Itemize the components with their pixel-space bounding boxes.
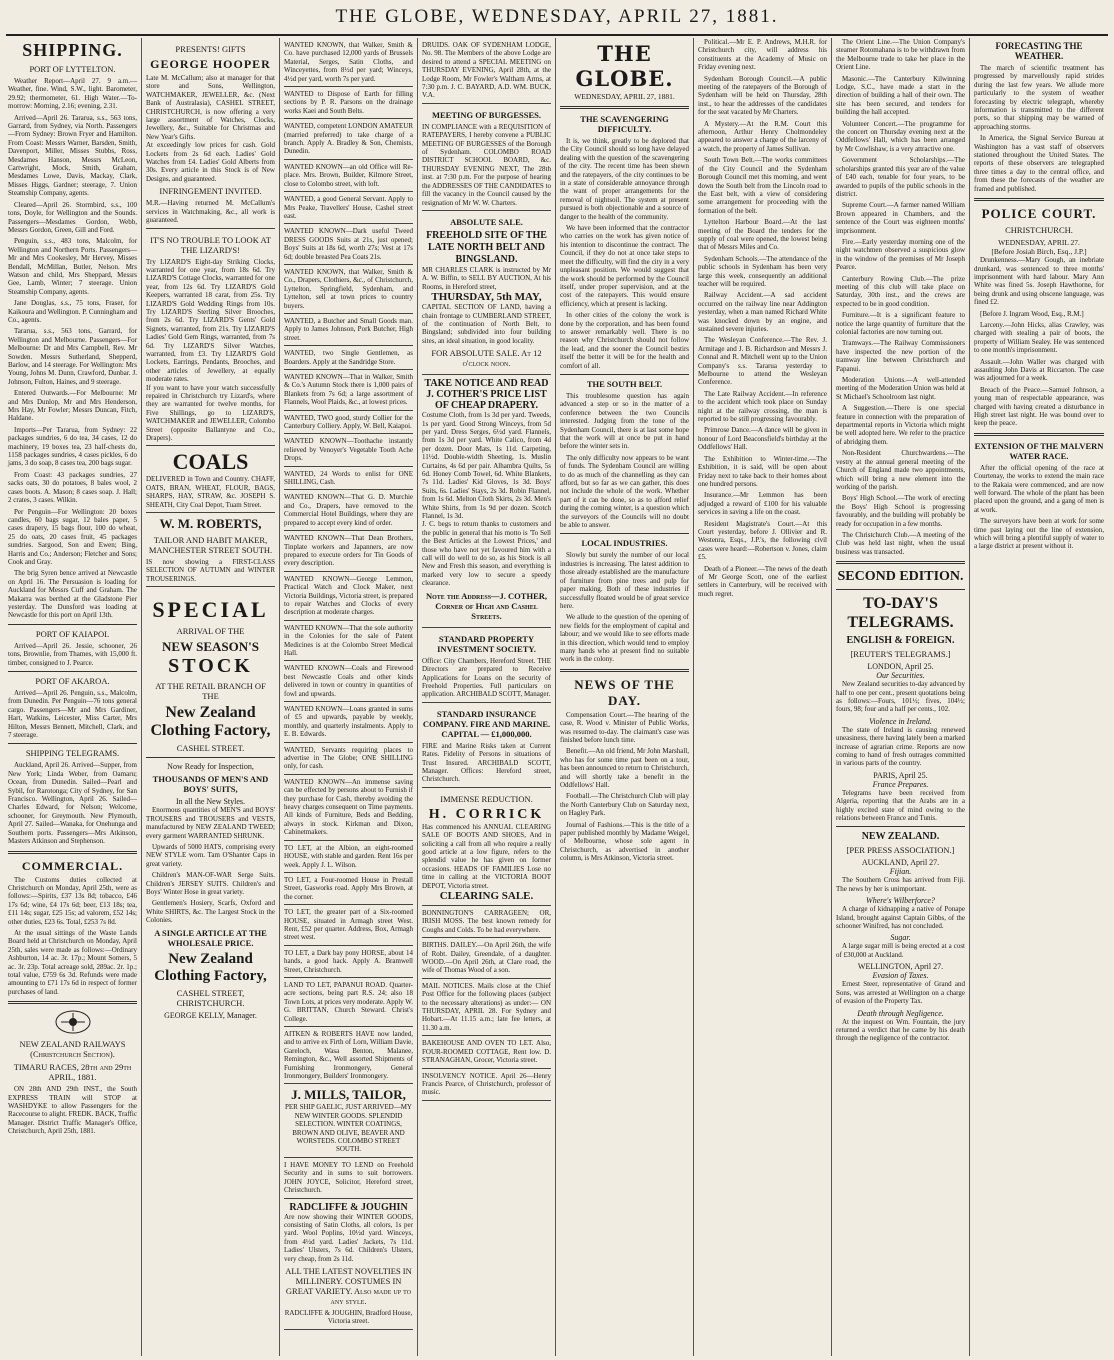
cothers-heading: TAKE NOTICE AND READ J. COTHER'S PRICE LIST OF CHEAP DRAPERY. [424, 378, 549, 412]
roberts-title: W. M. ROBERTS, [159, 516, 262, 532]
mills-title: J. MILLS, TAILOR, [291, 1087, 406, 1103]
divider [560, 106, 689, 109]
news-para: Primrose Dance.—A dance will be given in honour of Lord Beaconsfield's birthday at the Oddfellows' Hall. [698, 426, 827, 452]
news-para: Insurance.—Mr Lemmon has been adjudged a reward of £100 for his valuable services in saving a life on the coast. [698, 491, 827, 517]
masthead [6, 0, 1108, 36]
police-date: WEDNESDAY, APRIL 27. [998, 238, 1080, 248]
paris-dateline: PARIS, April 25. [873, 770, 928, 780]
bonnington-advertisement [422, 906, 551, 938]
local-industries-para: Slowly but surely the number of our local industries is increasing. The latest addition to those already established are the manufacture of furniture from pine trees and pulp for paper making. Both of these industries if successfully floated would be of great service here. [560, 551, 689, 610]
wanted-ad-text: WANTED, 24 Words to enlist for ONE SHILLING, Cash. [284, 469, 413, 487]
auction-date: THURSDAY, 5th MAY, [431, 291, 542, 304]
new-season-text: NEW SEASON'S [162, 639, 259, 655]
wanted-ad [284, 119, 413, 160]
wanted-ad-text: WANTED KNOWN, that Walker, Smith & Co. have purchased 12,000 yards of Brussels Material, Serges, Satin Cloths, and Winceyettes, from 8½d per yard; Winceys, 4½d per yard, worth 7s per yard. [284, 41, 413, 83]
shipping-para: Tararua, s.s., 563 tons, Garrard, for Wellington and Melbourne. Passengers—For Melbourne: Dr and Mrs Campbell, Rev. Mr Sowden. Messrs Sutherland, Shepperd, Barlow, and 14 steerage. For Wellington: Mrs Young, Johns M. Dunn, Crawford, Dunbar. J. Johnson, Fulton, Haines, and 9 steerage. [8, 327, 137, 386]
mccallum-text: M.R.—Having returned M. McCallum's services in Watchmaking, &c., all work is guaranteed. [146, 199, 275, 225]
cothers-advertisement [422, 375, 551, 628]
port-lyttelton-heading: PORT OF LYTTELTON. [29, 64, 116, 74]
london-dateline: LONDON, April 25. [867, 662, 934, 672]
divider [8, 671, 137, 672]
mills-advertisement [284, 1084, 413, 1157]
shipping-para: Per Penguin—For Wellington: 20 boxes candles, 60 bags sugar, 12 bales paper, 5 cases drapery, 15 bags flour, 100 do wheat, 25 do oats, 20 cases fruit, 45 packages sundries. Sargood, Son and Ewen; Bing, Harris and Co.; Anderson; Fletcher and Sons; Cook and Gray. [8, 507, 137, 566]
bonnington-text: BONNINGTON'S CARRAGEEN; OR, IRISH MOSS. The best known remedy for Coughs and Colds. To be had everywhere. [422, 909, 551, 934]
news-para: Fire.—Early yesterday morning one of the night watchmen observed a suspicious glow in the window of the premises of Mr Joseph Pearce. [836, 237, 965, 272]
wanted-ad-text: WANTED to Dispose of Earth for filling sections by P. R. Parsons on the drainage works Kaei and South Belts. [284, 90, 413, 115]
divider [8, 851, 137, 854]
sugar-heading: Sugar. [890, 933, 911, 943]
wanted-ad [284, 572, 413, 621]
wanted-ad [284, 265, 413, 314]
meeting-text: IN COMPLIANCE with a REQUISITION of RATEPAYERS, I hereby convene a PUBLIC MEETING OF BURGESSES of the Borough of Sydenham. COLOMBO ROAD DISTRICT SCHOOL BOARD, &c. THURSDAY EVENING NEXT, The 28th inst. at 7:30 p.m. For the purpose of hearing the ADDRESSES OF THE CANDIDATES to fill the vacancy in the Council caused by the resignation of Mr W. W. Charters. [422, 122, 551, 207]
news-para: The Late Railway Accident.—In reference to the accident which took place on Sunday night at the railway crossing, the man is reported to be still progressing favourably. [698, 389, 827, 424]
fijian-heading: Fijian. [889, 867, 912, 877]
divider [560, 533, 689, 534]
gents-text: Gentlemen's Hosiery, Scarfs, Oxford and White SHIRTS, &c. The Largest Stock in the Colonies. [146, 899, 275, 925]
insolvency-notice [422, 1069, 551, 1101]
police-para: Larceny.—John Hicks, alias Crawley, was charged with stealing a pair of boots, the property of William Sealey. He was sentenced to one month's imprisonment. [974, 320, 1104, 355]
insurance-advertisement [422, 703, 551, 788]
police-bench: [Before Josiah Birch, Esq., J.P.] [991, 247, 1087, 257]
securities-text: New Zealand securities to-day advanced by half to one per cent., present quotations being as follows:—Fours, 101½; fives, 104½; fours, 98; four and a half per cents., 102. [836, 680, 965, 714]
coals-title: COALS [172, 449, 249, 475]
masthead-title: THE GLOBE, WEDNESDAY, APRIL 27, 1881. [335, 6, 779, 27]
wanted-ad-text: WANTED, a good General Servant. Apply to Mrs Peake, Travellers' House, Cashel street east. [284, 195, 413, 220]
issue-date: WEDNESDAY, APRIL 27, 1881. [574, 92, 675, 101]
news-para: Boys' High School.—The work of erecting the Boys' High School is progressing favourably, and the building will probably be ready for occupation in a few months. [836, 494, 965, 528]
news-para: Football.—The Christchurch Club will play the North Canterbury Club on Saturday next, on Hagley Park. [560, 792, 689, 818]
globe-logo-title: THE GLOBE. [575, 41, 674, 91]
news-para: A Mystery.—At the R.M. Court this afternoon, Arthur Henry Cholmondeley appeared to answer a charge of the larceny of a watch, the property of James Sullivan. [698, 119, 827, 153]
divider [560, 374, 689, 375]
bakehouse-text: BAKEHOUSE AND OVEN TO LET. Also, FOUR-ROOMED COTTAGE, Rent low. D. STRANAGHAN, Grocer, Victoria street. [422, 1039, 551, 1065]
wanted-ad [284, 621, 413, 662]
hooper-advertisement [146, 38, 275, 229]
shipping-para: From Coast: 43 packages sundries, 27 sacks oats, 30 do potatoes, 8 bales wool, 2 cases boots. A. Mason; 8 cases soap. J. Hall; 2 crates, 3 cases. Wilkin. [8, 470, 137, 505]
column-weather-police [970, 38, 1108, 1356]
corrick-title: H. CORRICK [428, 806, 545, 822]
news-para: Journal of Fashions.—This is the title of a paper published monthly by Madame Weigel, of Melbourne, whose sole agent in Christchurch, as advertised in another column, is Mrs Atkinson, Victoria street. [560, 820, 689, 863]
druids-text: DRUIDS. OAK OF SYDENHAM LODGE, No. 98. The Members of the above Lodge are desired to attend a SPECIAL MEETING on THURSDAY EVENING, April 28th, at the Lodge Room, Mr Fowler's Waltham Arms, at 7:30 p.m. J. C. BAYARD, A.D. WM. BUCK, V.A. [422, 41, 551, 100]
shipping-para: Jane Douglas, s.s., 75 tons, Fraser, for Kaikoura and Wellington. P. Cunningham and Co., agents. [8, 299, 137, 324]
wanted-ad-text: WANTED KNOWN—That the sole authority in the Colonies for the sale of Patent Medicines is at the Colombo Street Medical Hall. [284, 623, 413, 657]
akaroa-heading: PORT OF AKAROA. [35, 676, 110, 686]
at-the-text: AT THE RETAIL BRANCH OF THE [155, 681, 266, 702]
editorial-para: It is, we think, greatly to be deplored that the City Council should so long have delayed dealing with the question of the scavengering of the city. The recent time has been shewn and the ratepayers, of the city continues to be in a state of considerable annoyance through the want of proper arrangements for the removal of nightsoil. The system at present pursued is both objectionable and a source of danger to the health of the community. [560, 137, 689, 221]
news-para: Compensation Court.—The hearing of the case, R. Wood v. Minister of Public Works, was resumed to-day. The claimant's case was finished before lunch time. [560, 710, 689, 744]
column-shipping [4, 38, 142, 1356]
wanted-ad [284, 224, 413, 265]
divider [8, 743, 137, 744]
news-para: Tramways.—The Railway Commissioners have inspected the new portion of the tramway line between Christchurch and Papanui. [836, 339, 965, 373]
news-para: Government Scholarships.—The scholarships granted this year are of the value of £40 each, tenable for four years, to be awarded to pupils of the public schools in the district. [836, 156, 965, 198]
hooper-name: GEORGE HOOPER [150, 57, 271, 71]
aitken-ad [284, 1027, 413, 1084]
police-para: Breach of the Peace.—Samuel Johnson, a young man of respectable appearance, was charged with having created a disturbance in High street last night. He was bound over to keep the peace. [974, 385, 1104, 428]
wanted-ad-text: WANTED, Servants requiring places to advertise in The Globe; ONE SHILLING only, for cash. [284, 745, 413, 771]
lizard-text: If you want to have your watch successfully repaired in Christchurch try Lizard's, where they are warranted for twelve months, for Five Shillings, go to LIZARD'S, WATCHMAKER and JEWELLER, Colombo Street (opposite Ballantyne and Co., Drapers). [146, 383, 275, 443]
children-text: Children's MAN-OF-WAR Serge Suits. Children's JERSEY SUITS. Children's and Boys' Winter Hose in great variety. [146, 871, 275, 896]
wanted-ad [284, 160, 413, 192]
mail-text: MAIL NOTICES. Mails close at the Chief Post Office for the following places (subject to the necessary alterations) as under:— ON THURSDAY, APRIL 28. For Sydney and Hobart.—At 11.15 a.m.; late fee letters, at 11.30 a.m. [422, 981, 551, 1032]
christchurch-heading: CHRISTCHURCH. [1005, 225, 1073, 236]
wanted-ad [284, 434, 413, 466]
news-para: Moderation Unions.—A well-attended meeting of the Moderation Union was held at St Michael's Schoolroom last night. [836, 376, 965, 401]
to-let-ad-text: TO LET, a Dark bay pony HORSE, about 14 hands, a good hack. Apply A. Bramwell Street, Christchurch. [284, 948, 413, 974]
births-notice [422, 938, 551, 979]
south-belt-heading: THE SOUTH BELT. [586, 378, 663, 389]
shipping-summary: The brig Syren bence arrived at Newcastle on April 16. The Persuasion is loading for Auckland for Messrs Cuff and Graham. The Makarra was berthed at the Gladstone Pier yesterday. The Dunsford was loading at Newcastle for this port on April 13th. [8, 569, 137, 620]
news-para: Sydenham Schools.—The attendance of the public schools in Sydenham has been very large this week, consequently an additional teacher will be required. [698, 254, 827, 288]
news-para: Benefit.—An old friend, Mr John Marshall, who has for some time past been on a tour, has been announced to return to Christchurch, and will shortly take a benefit in the Oddfellows' Hall. [560, 747, 689, 789]
auckland-dateline: AUCKLAND, April 27. [861, 858, 940, 868]
death-heading: Death through Negligence. [857, 1008, 944, 1018]
column-wanted-ads [280, 38, 418, 1356]
wanted-ad [284, 38, 413, 87]
freehold-heading: FREEHOLD SITE OF THE LATE NORTH BELT AND BINGSLAND. [426, 229, 547, 265]
hooper-text: At exceedingly low prices for cash. Gold Lockets from 2s 6d each. Ladies' Gold Watches from £4. Ladies' Gold Alberts from 30s. Every article in this Stock is of New Designs, and guaranteed. [146, 141, 275, 183]
death-text: At the inquest on Wm. Fountain, the jury returned a verdict that he came by his death through the negligence of the contractor. [836, 1017, 965, 1043]
south-belt-para: The only difficulty now appears to be want of funds. The Sydenham Council are willing to do as much of the channelling as they can afford, but so far as we can gather, this does not include the whole of the work. Whether part of it can be done, so as to afford relief during the coming winter, is a question which the surveyors of the Councils will no doubt be able to answer. [560, 453, 689, 530]
clothing-factory-advertisement [146, 597, 275, 1019]
coals-advertisement [146, 446, 275, 513]
nz-clothing-factory: New Zealand Clothing Factory, [154, 950, 267, 984]
absolute-sale-heading: ABSOLUTE SALE. [450, 216, 523, 227]
cothers-price-list: Costume Cloth, from 1s 3d per yard. Tweeds, 1s per yard. Good Strong Winceys, from 5d per yard. Dress Serges, 6½d yard. Flannels, from 1s 3d per yard. White Calico, from 4d per dozen. Door Mats, 1s 11d. Carpeting, 11½d. Double-width Sheeting, 1s. Muslin Curtains, 4s 6d per pair. Alhambra Quilts, 5s 6d. Honey Comb Towel, 6d. White Blankets, 7s 11d. Ladies' Kid Gloves, 1s 3d. Boys' Suits, 6s. Ladies' Stays, 2s 3d. Robin Flannel, from 1s 6d. Melton Cloth Skirts, 2s 3d. Men's White Shirts, from 1s 9d per dozen. Scotch Flannel, 1s 3d. [422, 411, 551, 521]
aitken-ad-text: AITKEN & ROBERTS HAVE now landed, and to arrive ex Firth of Lorn, William Davie, Gareloch, Wasa Benton, Malanee, Remington, &c., Well assorted Shipments of Furnishing Ironmongery, General Ironmongery, Builders' Ironmongery. [284, 1030, 413, 1081]
wanted-ad-text: WANTED KNOWN—An immense saving can be effected by persons about to Furnish if they purchase for Cash, thereby avoiding the heavy charges consequent on Time payments. All kinds of Furniture, Beds and Bedding, always in stock. Kirkman and Dixon, Cabinetmakers. [284, 777, 413, 837]
wanted-ad [284, 314, 413, 346]
france-heading: France Prepares. [872, 779, 929, 789]
divider [836, 561, 965, 564]
todays-telegrams-heading: TO-DAY'S TELEGRAMS. [847, 595, 954, 632]
wanted-ad [284, 370, 413, 411]
radcliffe-text: Are now showing their WINTER GOODS, consisting of Satin Cloths, all colors, 1s per yard. Wool Poplins, 10½d yard. Winceys, from 4½d yard. Ladies' Jackets, 7s 11d. Ladies' Ulsters, 7s 6d. Children's Ulsters, very cheap, from 2s 11d. [284, 1212, 413, 1263]
wanted-ad [284, 467, 413, 491]
to-let-ad-text: TO LET, a Four-roomed House in Prestall Street, Gasworks road. Apply Mrs Brown, at the corner. [284, 875, 413, 901]
hooper-text: Late M. McCallum; also at manager for that store and Sons, Wellington, WATCHMAKER, JEWELLER, &c. (Next Bank of Australasia), CASHEL STREET, CHRISTCHURCH, is now offering a very large assortment of Watches, Clocks, Jewellery, &c., Suitable for Christmas and New Year's Gifts. [146, 74, 275, 141]
to-let-ad-text: TO LET, the greater part of a Six-roomed HOUSE, situated in Armagh street West. Rent, £52 per quarter. Address, Box, Armagh street west. [284, 908, 413, 942]
extension-para: After the official opening of the race at Courtenay, the works to extend the main race to the Rakaia were commenced, and are now well forward. The whole of the plant has been placed upon the ground, and a gang of men is at work. [974, 463, 1104, 514]
shipping-para: Entered Outwards.—For Melbourne: Mr and Mrs Dunlop, Mr and Mrs Henderson, Mrs Hay, Mr Fowler; Messrs Duncan, Fitch, Haldane. [8, 389, 137, 423]
coals-text: DELIVERED in Town and Country. CHAFF, OATS, BRAN, WHEAT, FLOUR, BAGS, SHARPS, HAY, STRAW, &c. JOSEPH S. SHEATH, City Coal Depot, Tuam Street. [146, 475, 275, 509]
news-para: Political.—Mr E. P. Andrews, M.H.R. for Christchurch city, will address his constituents at the Academy of Music on Friday evening next. [698, 38, 827, 72]
wanted-ad [284, 775, 413, 841]
reuters-tag: [REUTER'S TELEGRAMS.] [850, 649, 951, 660]
wanted-ad-text: WANTED, competent LONDON AMATEUR (married preferred) to take charge of a branch. Apply A. Bradley & Son, Chemists, Dunedin. [284, 122, 413, 156]
wanted-ad-text: WANTED KNOWN—That G. D. Murchie and Co., Drapers, have removed to the Commercial Hotel Buildings, where they are prepared to accept every kind of order. [284, 493, 413, 527]
mail-notices [422, 979, 551, 1036]
to-let-ad [284, 841, 413, 873]
wanted-ad [284, 702, 413, 743]
presents-title: PRESENTS! GIFTS [175, 44, 246, 54]
wanted-ad-text: WANTED, a Butcher and Small Goods man. Apply to James Johnson, Pork Butcher, High street. [284, 316, 413, 342]
lizard-title: IT'S NO TROUBLE TO LOOK AT THE LIZARD'S! [150, 234, 271, 255]
standard-society-advertisement [422, 628, 551, 703]
sugar-text: A large sugar mill is being erected at a cost of £30,000 at Auckland. [836, 942, 965, 959]
news-para: Non-Resident Churchwardens.—The vestry at the annual general meeting of the Church of England made two appointments, which will bring a new element into the working of the parish. [836, 449, 965, 491]
commercial-text: At the usual sittings of the Waste Lands Board held at Christchurch on Monday, April 25th, sales were made as follows:—Ordinary Ashburton, 14 ac. 3r. 17p.; Mount Somers, 5 ac. 3r. 23p. Total acreage sold, 289ac. 2r. 1p.; total value, £759 6s 3d. Refunds were made amounting to £71 17s 6d in respect of former purchases of land. [8, 928, 137, 996]
wanted-ad-text: WANTED KNOWN—Dark useful Tweed DRESS GOODS Suits at 21s, just opened; Boys' Suits at 18s 6d, worth 27s; Vest at 17s 6d; double breasted Pea Coats 21s. [284, 227, 413, 261]
press-association-tag: [PER PRESS ASSOCIATION.] [846, 845, 955, 856]
news-para: South Town Belt.—The works committees of the City Council and the Sydenham Borough Council met this morning, and went down the South belt from the Lincoln road to the East belt, with a view of considering some arrangement for proceeding with the formation of the belt. [698, 156, 827, 215]
editorial-para: In other cities of the colony the work is done by the corporation, and has been found to answer remarkably well. There is no reason why Christchurch should not follow the lead, and the sooner the Council bestirs itself the better it will be for the health and comfort of all. [560, 311, 689, 370]
insolvency-text: INSOLVENCY NOTICE. April 26—Henry Francis Pearce, of Christchurch, professor of music. [422, 1071, 551, 1097]
shipping-para: Imports—Per Tararua, from Sydney: 22 packages sundries, 6 do tea, 34 cases, 12 do machinery, 19 boxes tea, 23 half-chests do, 1158 packages sundries, 4 cases pickles, 6 do jams, 3 do soap, 8 cases tea, 200 bags sugar. [8, 425, 137, 468]
to-let-ad [284, 905, 413, 946]
railway-text: ON 28th AND 29th INST., the South EXPRESS TRAIN will STOP at WASHDYKE to allow Passengers for the Racecourse to alight. FREDK. BACK, Traffic Manager. District Traffic Manager's Office, Christchurch, April 25th, 1881. [8, 1085, 137, 1136]
now-ready: Now Ready for Inspection, [167, 762, 254, 772]
kaiapoi-heading: PORT OF KAIAPOI. [35, 628, 110, 639]
news-para: A Suggestion.—There is one special feature in connection with the preparation of departmental reports in Victoria which might be well adopted here. We refer to the practice of abridging them. [836, 404, 965, 446]
wanted-ad-text: WANTED KNOWN—That Dean Brothers, Tinplate workers and Japanners, are now prepared to execute orders for Tin Goods of every description. [284, 534, 413, 568]
wilberforce-heading: Where's Wilberforce? [866, 896, 935, 906]
news-of-the-day-heading: NEWS OF THE DAY. [574, 676, 675, 708]
news-para: Lyttelton Harbour Board.—At the last meeting of the Board the tenders for the supply of coal were opened, the lowest being that of Messrs Miles and Co. [698, 218, 827, 252]
railway-crest-icon [8, 1009, 137, 1035]
divider [146, 757, 275, 758]
violence-heading: Violence in Ireland. [869, 716, 932, 726]
thousands-text: THOUSANDS OF MEN'S AND BOYS' SUITS, [152, 774, 269, 795]
wanted-ad-text: WANTED KNOWN—George Lemmon, Practical Watch and Clock Maker, next Victoria Buildings, Victoria street, is prepared to repair Watches and Clocks of every description at moderate charges. [284, 574, 413, 617]
nz-clothing-factory: New Zealand Clothing Factory, [150, 704, 271, 740]
column-advertisements-left [142, 38, 280, 1356]
cash-text: FOR ABSOLUTE SALE. At 12 o'clock noon. [431, 348, 542, 369]
kaiapoi-text: Arrived—April 26. Jessie, schooner, 26 tons, Brownlie, from Thames, with 15,000 ft. timber, consigned to J. Pearce. [8, 641, 137, 667]
shipping-telegrams-text: Auckland, April 26. Arrived—Supper, from New York; Linda Weber, from Oamaru; Ocean, from Dunedin. Sailed—Pearl and Sybil, for Rarotonga; City of Sydney, for San Francisco. Wellington, April 26. Sailed—Charles Edward, for Nelson; Welcome, schooner, for Greymouth. New Plymouth, April 27. Sailed—Wanaka, for Onehunga and Southern ports. Passengers—Mrs Atkinson, Masters Atkinson and Stephenson. [8, 761, 137, 846]
wilberforce-text: A charge of kidnapping a native of Ponape Island, brought against Captain Gibbs, of the schooner Winifred, has not concluded. [836, 905, 965, 931]
single-article-text: A SINGLE ARTICLE AT THE WHOLESALE PRICE. [154, 927, 267, 948]
wanted-ad [284, 531, 413, 572]
to-let-ad [284, 946, 413, 978]
news-para: Canterbury Rowing Club.—The prize meeting of this club will take place on Saturday, 30th inst., and the crews are expected to be in good condition. [836, 274, 965, 308]
meeting-notice [422, 104, 551, 211]
radcliffe-signature: RADCLIFFE & JOUGHIN, Bradford House, Victoria street. [284, 1308, 413, 1326]
divider [974, 433, 1104, 436]
divider [8, 1001, 137, 1004]
wanted-ad-text: WANTED KNOWN—Loans granted in sums of £5 and upwards, payable by weekly, monthly, and quarterly instalments. Apply to E. B. Edwards. [284, 705, 413, 739]
roberts-subtitle: TAILOR AND HABIT MAKER, MANCHESTER STREET SOUTH. [148, 535, 273, 556]
weather-para: In America, the Signal Service Bureau at Washington has a vast staff of observers stationed throughout the United States. The reports of these observers are telegraphed three times a day to the central office, and from these the forecasts of the weather are framed and published. [974, 134, 1104, 193]
evasion-heading: Evasion of Taxes. [872, 971, 929, 981]
fijian-text: The Southern Cross has arrived from Fiji. The news by her is unimportant. [836, 876, 965, 893]
local-industries-para: We allude to the question of the opening of new fields for the employment of capital and labour; and we would like to see efforts made in this direction, which would tend to employ many hands who at present find no suitable work in the colony. [560, 613, 689, 664]
news-para: Volunteer Concert.—The programme for the concert on Thursday evening next at the Oddfellows' Hall, which has been arranged by Mr Cowlishaw, is a very attractive one. [836, 119, 965, 153]
france-text: Telegrams have been received from Algeria, reporting that the Arabs are in a highly excited state of mind owing to the relations between France and Tunis. [836, 788, 965, 823]
shipping-para: Penguin, s.s., 483 tons, Malcolm, for Wellington and Northern Ports. Passengers—Mr and Mrs Cookesley, Mr Hervey, Misses Bendall, McMillan, Butler, Nelson. Mrs Watson and child, Mrs Sheppard, Messrs Gee, Lamb, Winter; 7 steerage. Union Steamship Company, agents. [8, 237, 137, 296]
roberts-advertisement [146, 513, 275, 587]
evasion-text: Ernest Steer, representative of Grand and Sons, was arrested at Wellington on a charge of evasion of the Property Tax. [836, 980, 965, 1006]
money-advertisement [284, 1158, 413, 1199]
lizard-advertisement [146, 229, 275, 447]
wanted-ad [284, 490, 413, 531]
radcliffe-advertisement [284, 1199, 413, 1330]
news-para: Sydenham Borough Council.—A public meeting of the ratepayers of the Borough of Sydenham will be held on Thursday, 28th inst., to hear the addresses of the candidates for the seat vacated by Mr Charters. [698, 74, 827, 117]
securities-heading: Our Securities. [876, 671, 925, 681]
arrival-text: ARRIVAL OF THE [176, 626, 245, 637]
railway-subtitle: TIMARU RACES, 28th and 29th APRIL, 1881. [13, 1062, 132, 1083]
editorial-heading: THE SCAVENGERING DIFFICULTY. [580, 114, 669, 134]
column-editorial [556, 38, 694, 1356]
wanted-ad-text: WANTED KNOWN—That in Walker, Smith & Co.'s Autumn Stock there is 1,000 pairs of Blankets from 7s 6d; a large assortment of Flannels, Wool Plaids, &c., at lowest prices. [284, 373, 413, 407]
standard-heading: STANDARD PROPERTY INVESTMENT SOCIETY. [437, 633, 536, 654]
cothers-text: J. C. begs to return thanks to customers and the public in general that his motto is 'To Sell the Best Articles at the Lowest Prices,' and those who have not yet favoured him with a call will do well to do so, as his Stock is all New and Fresh this season, and everything is marked very low to secure a speedy clearance. [422, 520, 551, 588]
novelties-text: ALL THE LATEST NOVELTIES IN MILLINERY. COSTUMES IN GREAT VARIETY. Also made up to any style. [285, 1265, 412, 1306]
columns [4, 38, 1110, 1356]
news-para: Death of a Pioneer.—The news of the death of Mr George Scott, one of the earliest settlers in Canterbury, will be received with much regret. [698, 564, 827, 598]
local-industries-heading: LOCAL INDUSTRIES. [581, 538, 668, 549]
wanted-ad [284, 411, 413, 435]
cothers-address: Note the Address—J. COTHER, Corner of High and Cashel Streets. [425, 590, 548, 621]
shipping-para: Cleared—April 26. Stormbird, s.s., 100 tons, Doyle, for Wellington and the Sounds. Passengers—Mesdames Gordon, Webb, Messrs Gordon, Green, Gill and Ford. [8, 200, 137, 234]
all-styles: In all the New Styles. [175, 797, 246, 807]
column-news-continued [694, 38, 832, 1356]
divider [8, 624, 137, 625]
wanted-ad-text: WANTED KNOWN—an old Office will Re-place. Mrs. Brown, Builder, Kilmore Street, close to Colombo street, with loft. [284, 162, 413, 188]
weather-para: The march of scientific treatment has progressed by marvellously rapid strides during the last few years. We allude more particularly to the system of weather forecasting by electric telegraph, whereby information is transmitted to the different ports, so that shipping may be warned of approaching storms. [974, 64, 1104, 131]
bakehouse-advertisement [422, 1036, 551, 1068]
railway-title: NEW ZEALAND RAILWAYS (Christchurch Section). [19, 1039, 126, 1060]
shipping-heading: SHIPPING. [22, 40, 123, 60]
police-para: Drunkenness.—Mary Gough, an inebriate drunkard, was sentenced to three months' imprisonment with hard labour. Mary Ann White was fined 5s. Joseph Hawthorne, for being drunk and using obscene language, was fined £2. [974, 256, 1104, 307]
wanted-ad [284, 192, 413, 224]
wellington-dateline: WELLINGTON, April 27. [857, 962, 944, 972]
extension-heading: EXTENSION OF THE MALVERN WATER RACE. [974, 440, 1104, 461]
news-para: The Christchurch Club.—A meeting of the Club was held last night, when the usual business was transacted. [836, 530, 965, 556]
capital-section-text: CAPITAL SECTION OF LAND, having a chain frontage to CUMBERLAND STREET, of the continuation of North Belt, to Bingsland; subdivided into four building sites, an ideal situation, in good locality. [422, 303, 551, 345]
weather-heading: FORECASTING THE WEATHER. [995, 41, 1083, 61]
column-telegrams [832, 38, 970, 1356]
mills-text: PER SHIP GAELIC, JUST ARRIVED—MY NEW WINTER GOODS. SPLENDID SELECTION. WINTER COATINGS, BROWN AND OLIVE, BEAVER AND WORSTEDS. COLOMBO STREET SOUTH. [285, 1103, 412, 1154]
news-para: Supreme Court.—A farmer named William Brown appeared in Chambers, and the sentence of the Court was eighteen months' imprisonment. [836, 201, 965, 235]
cashel-street: CASHEL STREET. [176, 743, 245, 754]
divider [560, 669, 689, 672]
insurance-text: FIRE and Marine Risks taken at Current Rates. Fidelity of Persons in situations of Trust Insured. ARCHIBALD SCOTT, Manager. Offices: Hereford street, Christchurch. [422, 741, 551, 784]
wanted-ad [284, 87, 413, 119]
corrick-advertisement [422, 788, 551, 906]
to-let-ad [284, 873, 413, 905]
commercial-heading: COMMERCIAL. [21, 858, 124, 873]
news-para: The Orient Line.—The Union Company's steamer Rotomahana is to be withdrawn from the Melbourne trade to take her place in the Orient Line. [836, 38, 965, 72]
new-zealand-heading: NEW ZEALAND. [861, 831, 940, 843]
wanted-ad-text: WANTED, TWO good, sturdy Collier for the Canterbury Colliery. Apply, W. Bell, Kaiapoi. [284, 413, 413, 431]
south-belt-para: This troublesome question has again advanced a step or so in the matter of a conference between the two Councils interested. Judging from the tone of the Sydenham Council, there is at last some hope that the work will at once be put in hand before the winter sets in. [560, 391, 689, 451]
land-ad [284, 978, 413, 1027]
news-para: The Exhibition to Winter-time.—The Exhibition, it is said, will be open about Friday next to take back to their homes about one hundred persons. [698, 454, 827, 488]
second-edition-heading: SECOND EDITION. [837, 569, 964, 585]
births-text: BIRTHS. DAILEY.—On April 26th, the wife of Robt. Dailey, Greendale, of a daughter. WOOD.—On April 26th, at Clare road, the wife of Thomas Wood of a son. [422, 941, 551, 975]
wanted-ad-text: WANTED, two Single Gentlemen, as Boarders. Apply at the Sandridge Store. [284, 349, 413, 366]
to-let-ad-text: TO LET, at the Albion, an eight-roomed HOUSE, with stable and garden. Rent 16s per week. Apply J. L. Wilson. [284, 843, 413, 869]
special-heading: SPECIAL [152, 597, 269, 623]
wanted-ad-text: WANTED KNOWN, that Walker, Smith & Co., Drapers, Clothiers, &c., of Christchurch, Lyttelton, Springfield, Sydenham, and Lyttelton, sell at town prices to country buyers. [284, 267, 413, 310]
stock-text: STOCK [168, 655, 253, 678]
meeting-heading: MEETING OF BURGESSES. [431, 109, 542, 120]
auction-notice [422, 211, 551, 375]
roberts-text: IS now showing a FIRST-CLASS SELECTION OF AUTUMN and WINTER TROUSERINGS. [146, 558, 275, 583]
corrick-text: Has commenced his ANNUAL CLEARING SALE OF BOOTS AND SHOES, And in soliciting a call from all who require a really good article at a low figure, refers to the splendid value he has given on former occasions. HEADS OF FAMILIES Lose no time in calling at the VICTORIA BOOT DEPOT, Victoria street. [422, 822, 551, 890]
infringement-heading: INFRINGEMENT INVITED. [159, 186, 262, 197]
extension-para: The surveyors have been at work for some time past laying out the line of extension, which will bring a plentiful supply of water to a large district at present without it. [974, 517, 1104, 551]
shipping-para: Arrived—April 26. Tararua, s.s., 563 tons, Garrard, from Sydney, via North. Passengers—From Sydney: Brown Fryer and Hamilton. From Coast: Messrs Warner, Barsden, Smith, Davenport, Miller, Misses Stubbs, Ross, Mesdames Hanson, Messrs McLeon, Cartwright, Mock, Smith, Graham, Mesdames Lowe, Davis, Mackay, Clark, Misses Higgs, Gardner; steerage, 7. Union Steamship Company, agents. [8, 113, 137, 198]
charles-clark-text: MR CHARLES CLARK is instructed by Mr A. W. Biffin, to SELL BY AUCTION, At his Rooms, in Hereford street, [422, 265, 551, 291]
akaroa-text: Arrived—April 26. Penguin, s.s., Malcolm, from Dunedin. Per Penguin—76 tons general cargo. Passengers—Mr and Mrs Gardiner, Hart, Watkins, Leicester, Miss Carter, Mrs Hilton, Messrs Bennett, Mitchell, Clark, and 7 steerage. [8, 689, 137, 740]
druids-notice [422, 38, 551, 104]
weather-report: Weather Report—April 27. 9 a.m.—Weather, fine. Wind, S.W., light. Barometer, 29.92; thermometer, 61. High Water.—To-morrow: Morning, 2.16; evening, 2.31. [8, 77, 137, 111]
radcliffe-title: RADCLIFFE & JOUGHIN [289, 1201, 408, 1213]
shipping-telegrams-heading: SHIPPING TELEGRAMS. [25, 748, 120, 759]
lizard-text: Try LIZARD'S Eight-day Striking Clocks, warranted for one year, from 18s 6d. Try LIZARD'S Cottage Clocks, warranted for one year, from 12s 6d. Try LIZARD'S Gold Keepers, warranted 18 carat, from 25s. Try LIZARD'S Gold Wedding Rings from 10s. Try LIZARD'S Sterling Silver Brooches, from 2s 6d. Try LIZARD'S Gents' Gold Signets, warranted, from 21s. Try LIZARD'S Ladies' Gold Gem Rings, warranted, from 7s 6d. Try LIZARD'S Silver Watches, warranted, from £3. Try LIZARD'S Gold Lockets, Earrings, Pendants, Brooches, and other articles of Jewellery, at equally moderate rates. [146, 257, 275, 384]
wanted-ad [284, 743, 413, 775]
wanted-ad-text: WANTED KNOWN—Toothache instantly relieved by Venoyer's Vegetable Tooth Ache Drops. [284, 437, 413, 463]
news-para: Resident Magistrate's Court.—At this Court yesterday, before J. Ollivier and R. Westenra, Esqs., J.P.'s, the following civil cases were heard:—Robertson v. Jones, claim £5. [698, 519, 827, 562]
editorial-para: We have been informed that the contractor who carries on the work has given notice of his intention to discontinue the contract. The Council, if they do not at once take steps to meet the difficulty, will find the city in a very unpleasant position. We would suggest that the work should be performed by the Council itself, under proper supervision, and at the cost of the ratepayers. This would ensure efficiency, which at present is lacking. [560, 224, 689, 308]
enormous-text: Enormous quantities of MEN'S and BOYS' TROUSERS and TROUSERS and VESTS, manufactured by NEW ZEALAND TWEED; every garment WARRANTED SHRUNK. [146, 806, 275, 840]
news-para: Masonic.—The Canterbury Kilwinning Lodge, S.C., have made a start in the direction of building a hall of their own. The site has been secured, and tenders for building the hall accepted. [836, 74, 965, 117]
cashel-street-christchurch: CASHEL STREET, CHRISTCHURCH. [176, 987, 245, 1008]
standard-text: Office: City Chambers, Hereford Street. THE Directors are prepared to Receive Applications for Loans on the security of Freehold Properties. Full particulars on application. ARCHIBALD SCOTT, Manager. [422, 656, 551, 699]
upwards-text: Upwards of 5000 HATS, comprising every NEW STYLE worn. Tam O'Shanter Caps in great variety. [146, 842, 275, 868]
clearing-sale: CLEARING SALE. [439, 890, 534, 902]
column-notices [418, 38, 556, 1356]
divider [974, 198, 1104, 201]
violence-text: The state of Ireland is causing renewed uneasiness, there having lately been a marked increase of agrarian crime. Reports are now coming to hand of fresh outrages committed in various parts of the country. [836, 725, 965, 768]
money-text: I HAVE MONEY TO LEND on Freehold Security and in sums to suit borrowers. JOHN JOYCE, Solicitor, Hereford street, Christchurch. [284, 1160, 413, 1195]
manager-name: GEORGE KELLY, Manager. [164, 1010, 257, 1020]
english-foreign-heading: ENGLISH & FOREIGN. [846, 635, 955, 647]
divider [836, 826, 965, 827]
wanted-ad [284, 346, 413, 370]
police-court-heading: POLICE COURT. [981, 206, 1097, 222]
wanted-ad-text: WANTED KNOWN—Coals and Firewood best Newcastle Coals and other kinds delivered in town or country in quantities of fowl and upwards. [284, 664, 413, 698]
divider [836, 589, 965, 590]
news-para: Furniture.—It is a significant feature to notice the large quantity of furniture that the colonial factories are now turning out. [836, 311, 965, 336]
insurance-heading: STANDARD INSURANCE COMPANY. FIRE AND MARINE. CAPITAL — £1,000,000. [422, 708, 551, 739]
news-para: The Wesleyan Conference.—The Rev. J. Armitage and J. B. Richardson and Messrs J. Connal and R. Mitchell went up to the Union Company's s.s. Tararua yesterday to Melbourne to attend the Wesleyan Conference. [698, 336, 827, 387]
wanted-ad [284, 661, 413, 702]
land-ad-text: LAND TO LET, PAPANUI ROAD. Quarter-acre sections, being part R.S. 24; also 18 Town Lots, at prices very moderate. Apply W. G. BRITTAN, Church Steward. Christ's College. [284, 980, 413, 1023]
police-para: Assault.—John Waller was charged with assaulting John Davis at Riccarton. The case was adjourned for a week. [974, 357, 1104, 383]
immense-heading: IMMENSE REDUCTION. [440, 793, 533, 804]
news-para: Railway Accident.—A sad accident occurred on the railway line near Addington yesterday, when a man named Richard White was knocked down by an engine, and sustained severe injuries. [698, 291, 827, 333]
commercial-text: The Customs duties collected at Christchurch on Monday, April 25th, were as follows:—Spirits, £37 13s 8d; tobacco, £46 17s 6d; wine, £4 17s 6d; beer, £13 18s; tea, £11 14s; sugar, £25 15s; ad valorem, £52 14s; other duties, £23 6s. Total, £253 7s 8d. [8, 875, 137, 926]
police-para: [Before J. Ingram Wood, Esq., R.M.] [980, 309, 1084, 318]
